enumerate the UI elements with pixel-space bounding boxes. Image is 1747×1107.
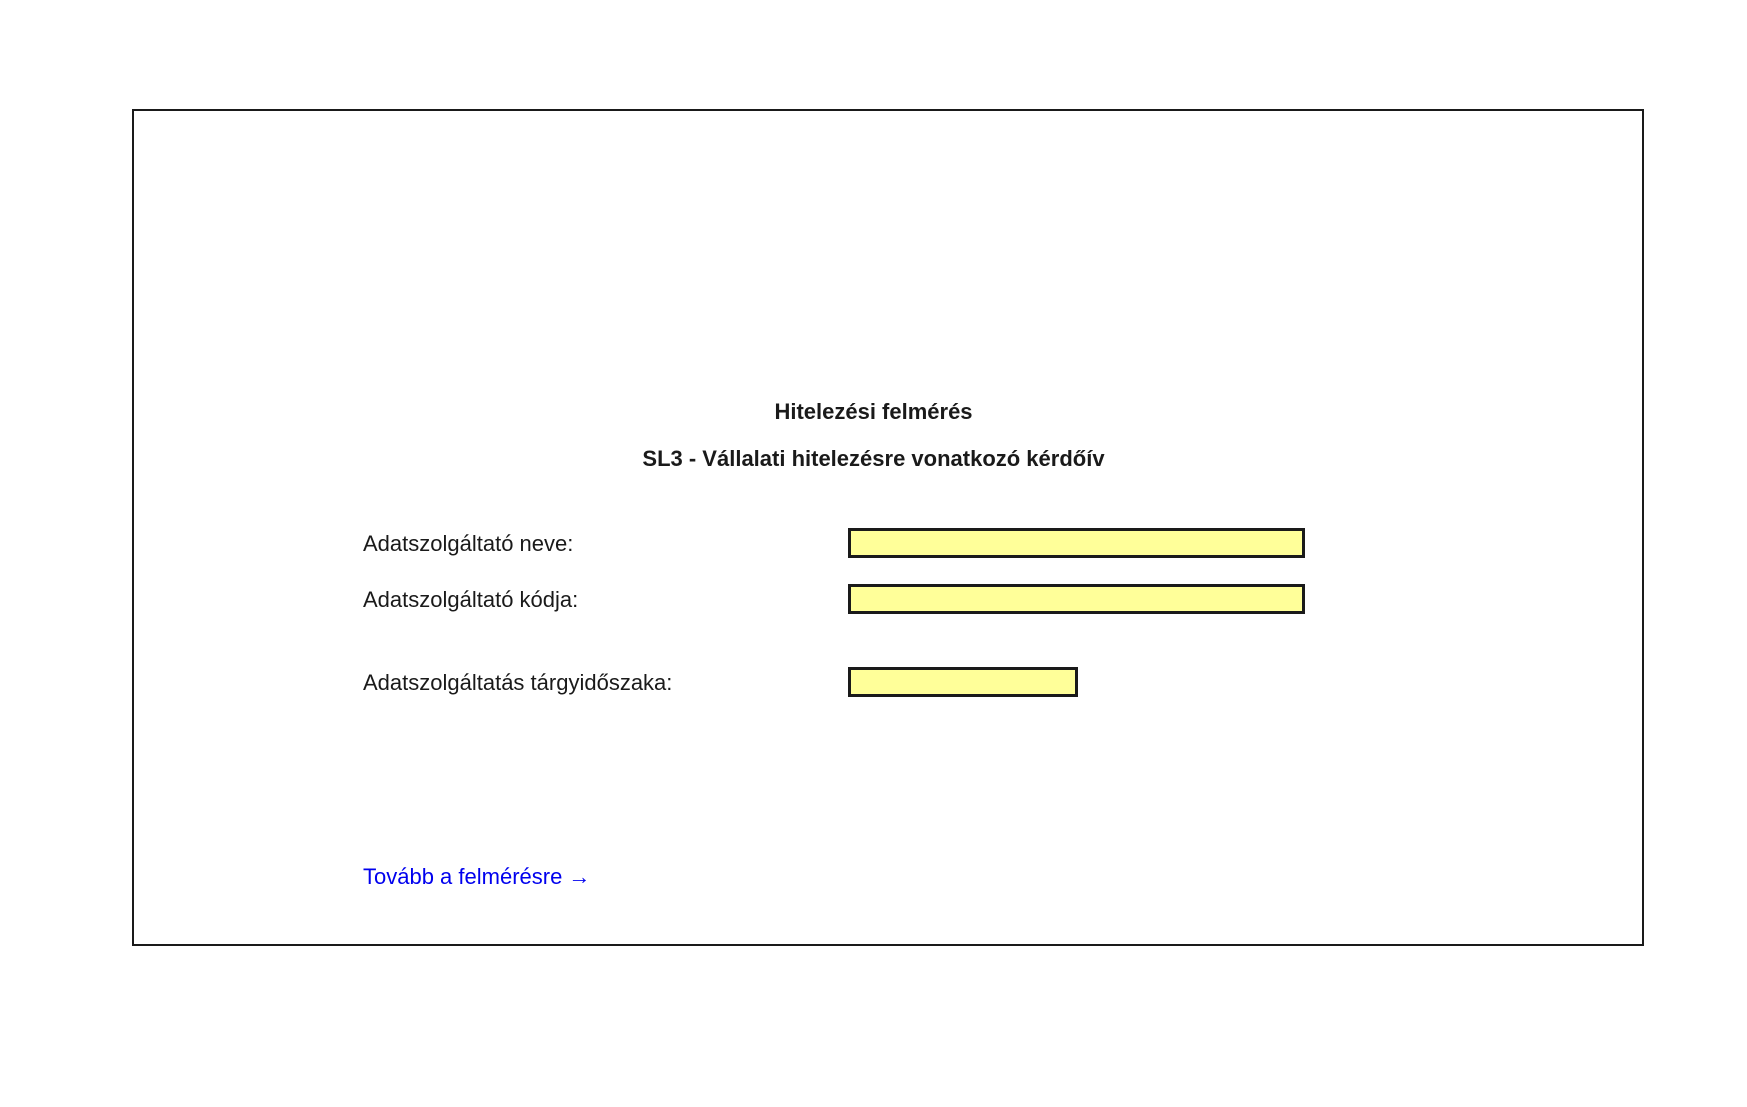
page-title: Hitelezési felmérés	[774, 399, 973, 424]
provider-code-label: Adatszolgáltató kódja:	[363, 587, 579, 612]
page-subtitle: SL3 - Vállalati hitelezésre vonatkozó kérdőív	[642, 446, 1105, 471]
provider-name-field[interactable]	[848, 528, 1305, 558]
continue-link-label: Tovább a felmérésre	[363, 864, 563, 889]
continue-to-survey-link[interactable]	[363, 864, 590, 890]
provider-name-label: Adatszolgáltató neve:	[363, 531, 574, 556]
reporting-period-field[interactable]	[848, 667, 1078, 697]
reporting-period-label: Adatszolgáltatás tárgyidőszaka:	[363, 670, 673, 695]
arrow-right-icon: →	[568, 864, 591, 889]
provider-code-field[interactable]	[848, 584, 1305, 614]
